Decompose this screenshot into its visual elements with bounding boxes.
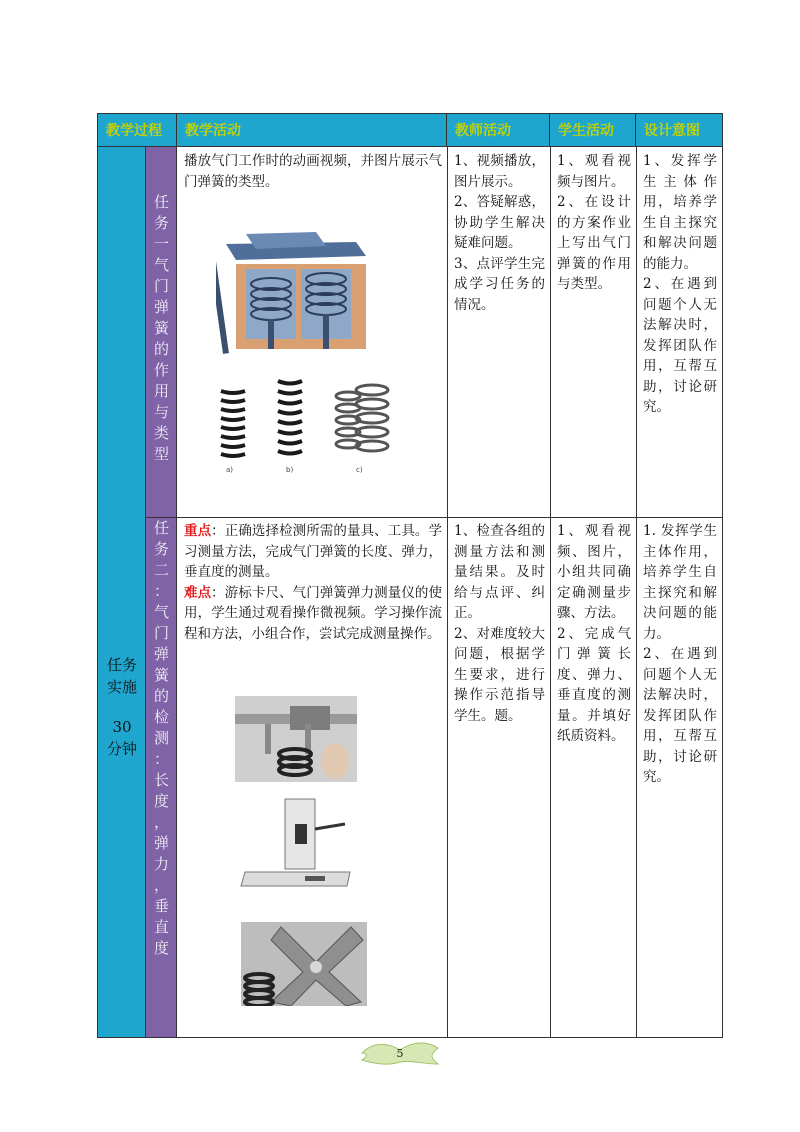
title-char: 类: [153, 424, 169, 442]
title-char: 任: [153, 193, 169, 211]
title-char: 任: [153, 519, 169, 537]
key-point-label: 重点: [184, 523, 212, 539]
title-char: 度: [153, 792, 169, 810]
title-char: 门: [153, 624, 169, 642]
header-teacher-activity: 教师活动: [447, 114, 550, 147]
title-char: 弹: [153, 645, 169, 663]
task1-design-text: [643, 151, 717, 418]
title-char: 力: [153, 855, 169, 873]
stage-label: 任务 实施 30 分钟: [106, 656, 137, 758]
svg-text:a): a): [226, 466, 234, 474]
title-char: 长: [153, 771, 169, 789]
title-char: 作: [153, 361, 169, 379]
title-char: ，: [153, 813, 169, 831]
title-char: 测: [153, 729, 169, 747]
title-char: 务: [153, 540, 169, 558]
title-char: 弹: [153, 298, 169, 316]
title-char: 的: [153, 340, 169, 358]
title-char: 簧: [153, 666, 169, 684]
title-char: 直: [153, 918, 169, 936]
task1-title: [146, 192, 177, 465]
title-char: 二: [153, 561, 169, 579]
student-item: 2、在设计的方案作业上写出气门弹簧的作用与类型。: [557, 194, 631, 292]
title-char: 垂: [153, 897, 169, 915]
title-char: 检: [153, 708, 169, 726]
design-item: 1、发挥学生主体作用，培养学生自主探究和解决问题的能力。: [643, 153, 717, 272]
title-char: ：: [153, 582, 169, 600]
teacher-item: 1、检查各组的测量方法和测量结果。及时给与点评、纠正。: [454, 523, 545, 621]
design-item: 2、在遇到问题个人无法解决时，发挥团队作用，互帮互助，讨论研究。: [643, 276, 717, 415]
student-item: 1、观看视频、图片，小组共同确定确测量步骤、方法。: [557, 523, 631, 621]
spring-tester-image: [235, 794, 357, 894]
header-teaching-process: 教学过程: [98, 114, 177, 147]
difficulty-label: 难点: [184, 584, 212, 601]
spring-types-image: [216, 376, 391, 476]
student-item: 2、完成气门弹簧长度、弹力、垂直度的测量。并填好纸质资料。: [557, 625, 631, 744]
title-char: ：: [153, 750, 169, 768]
student-item: 1、观看视频与图片。: [557, 153, 631, 190]
title-char: 度: [153, 939, 169, 957]
page-number: 5: [396, 1047, 404, 1060]
design-item: 2、在遇到问题个人无法解决时，发挥团队作用，互帮互助，讨论研究。: [643, 646, 717, 785]
task2-activity-text: 重点：正确选择检测所需的量具、工具。学习测量方法，完成气门弹簧的长度、弹力，垂直度的测量。 难点：游标卡尺、气门弹簧弹力测量仪的使用，学生通过观看操作微视频。学习操作流程和方法，小组合作，尝试完成测量操作。: [184, 523, 443, 642]
task2-design-text: [643, 521, 717, 788]
title-char: 门: [153, 277, 169, 295]
squareness-check-image: [241, 922, 367, 1006]
svg-text:c): c): [356, 466, 363, 474]
title-char: 簧: [153, 319, 169, 337]
lesson-plan-table: [97, 113, 723, 1038]
title-char: 气: [153, 603, 169, 621]
title-char: 务: [153, 214, 169, 232]
title-char: 弹: [153, 834, 169, 852]
task1-teacher-text: [454, 151, 545, 315]
teacher-item: 1、视频播放，图片展示。: [454, 153, 545, 190]
title-char: ，: [153, 876, 169, 894]
task2-student-text: [557, 521, 631, 747]
header-design-intent: 设计意图: [636, 114, 722, 147]
valve-assembly-image: [216, 224, 376, 354]
caliper-measurement-image: [235, 696, 357, 782]
header-teaching-activity: 教学活动: [177, 114, 447, 147]
page-number-ribbon: [360, 1040, 440, 1066]
stage-column: [98, 147, 146, 1037]
header-student-activity: 学生活动: [550, 114, 636, 147]
task2-teacher-text: [454, 521, 545, 726]
title-char: 一: [153, 235, 169, 253]
svg-text:b): b): [286, 466, 294, 474]
title-char: 型: [153, 445, 169, 463]
title-char: 用: [153, 382, 169, 400]
teacher-item: 2、对难度较大问题，根据学生要求，进行操作示范指导学生。题。: [454, 625, 545, 724]
title-char: 气: [153, 256, 169, 274]
task1-activity-text: 播放气门工作时的动画视频，并图片展示气门弹簧的类型。: [184, 153, 442, 190]
teacher-item: 3、点评学生完成学习任务的情况。: [454, 255, 545, 313]
title-char: 与: [153, 403, 169, 421]
design-item: 1. 发挥学生主体作用，培养学生自主探究和解决问题的能力。: [643, 523, 717, 642]
task2-title: [146, 518, 177, 959]
teacher-item: 2、答疑解惑，协助学生解决疑难问题。: [454, 194, 545, 251]
title-char: 的: [153, 687, 169, 705]
task1-student-text: [557, 151, 631, 295]
